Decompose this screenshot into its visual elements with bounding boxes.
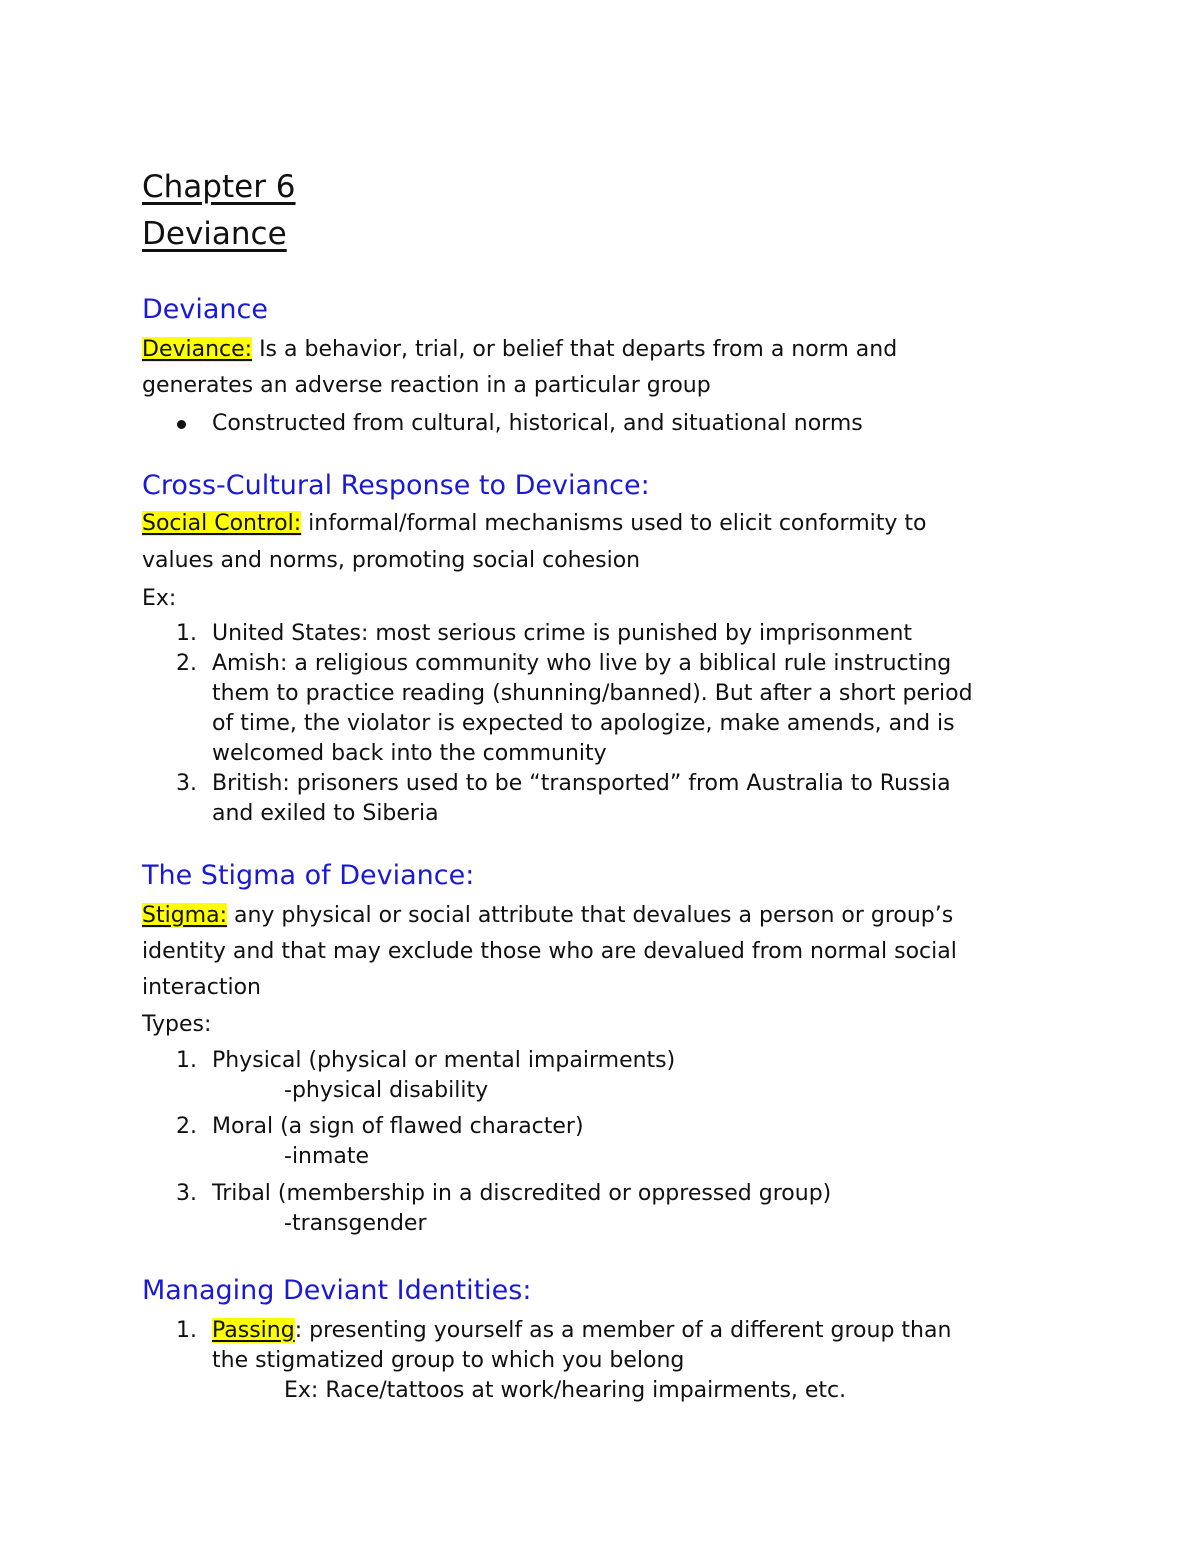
list-item: United States: most serious crime is punished by imprisonment — [212, 621, 913, 646]
list-number: 3. — [176, 1181, 197, 1206]
definition-text: Is a behavior, trial, or belief that departs from a norm and — [252, 337, 898, 362]
definition-line: generates an adverse reaction in a particular group — [142, 373, 711, 398]
chapter-title: Chapter 6 — [142, 169, 296, 205]
definition-line: identity and that may exclude those who are devalued from normal social — [142, 939, 957, 964]
types-label: Types: — [142, 1012, 212, 1037]
list-example: -inmate — [284, 1144, 370, 1169]
list-item-continuation: of time, the violator is expected to apologize, make amends, and is — [212, 711, 955, 736]
list-item: Physical (physical or mental impairments) — [212, 1048, 676, 1073]
list-item: British: prisoners used to be “transported” from Australia to Russia — [212, 771, 951, 796]
list-number: 1. — [176, 621, 197, 646]
term-highlight: Social Control: — [142, 511, 302, 536]
definition-text: : presenting yourself as a member of a different group than — [294, 1318, 952, 1343]
list-item-continuation: and exiled to Siberia — [212, 801, 439, 826]
section-heading-managing: Managing Deviant Identities: — [142, 1275, 532, 1306]
list-item-continuation: welcomed back into the community — [212, 741, 607, 766]
list-item — [212, 1320, 951, 1342]
list-number: 2. — [176, 1114, 197, 1139]
list-example: -transgender — [284, 1211, 427, 1236]
definition-line: interaction — [142, 975, 261, 1000]
term-highlight: Passing — [212, 1318, 295, 1343]
list-example: -physical disability — [284, 1078, 489, 1103]
definition-stigma — [142, 905, 953, 927]
list-number: 2. — [176, 651, 197, 676]
section-heading-stigma: The Stigma of Deviance: — [142, 860, 475, 891]
bullet-item: Constructed from cultural, historical, and situational norms — [212, 411, 863, 436]
topic-title: Deviance — [142, 216, 287, 252]
term-highlight: Deviance: — [142, 337, 253, 362]
section-heading-cross-cultural: Cross-Cultural Response to Deviance: — [142, 470, 650, 501]
list-number: 3. — [176, 771, 197, 796]
section-heading-deviance: Deviance — [142, 294, 268, 325]
list-item: Moral (a sign of flawed character) — [212, 1114, 584, 1139]
list-item: Amish: a religious community who live by a biblical rule instructing — [212, 651, 952, 676]
definition-deviance — [142, 339, 897, 361]
example-label: Ex: — [142, 586, 177, 611]
list-item-continuation: the stigmatized group to which you belong — [212, 1348, 685, 1373]
list-item-continuation: them to practice reading (shunning/banned). But after a short period — [212, 681, 973, 706]
definition-line: values and norms, promoting social cohesion — [142, 548, 641, 573]
list-example: Ex: Race/tattoos at work/hearing impairments, etc. — [284, 1378, 847, 1403]
definition-text: any physical or social attribute that devalues a person or group’s — [227, 903, 954, 928]
list-number: 1. — [176, 1318, 197, 1343]
list-number: 1. — [176, 1048, 197, 1073]
definition-social-control — [142, 513, 926, 535]
definition-text: informal/formal mechanisms used to elicit conformity to — [301, 511, 927, 536]
term-highlight: Stigma: — [142, 903, 227, 928]
bullet-icon — [177, 420, 186, 429]
list-item: Tribal (membership in a discredited or oppressed group) — [212, 1181, 832, 1206]
